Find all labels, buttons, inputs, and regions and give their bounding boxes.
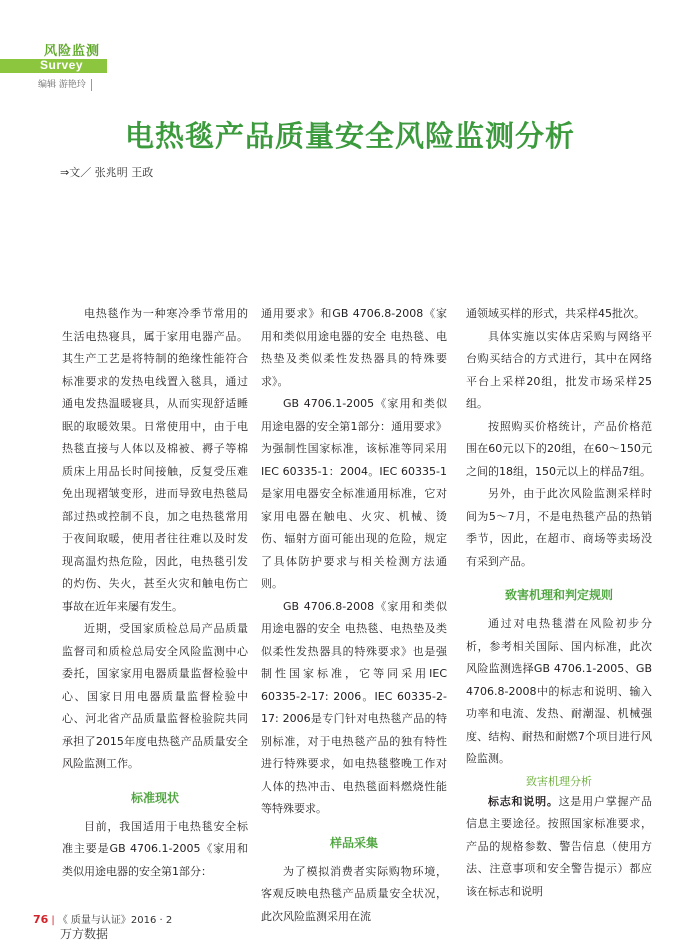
editor-credit: 编辑 游艳玲 <box>38 79 92 91</box>
lead-term: 标志和说明。 <box>488 794 559 808</box>
page-number: 76 <box>33 913 49 926</box>
section-heading: 致害机理和判定规则 <box>504 588 613 602</box>
paragraph: 另外，由于此次风险监测采样时间为5～7月，不是电热毯产品的热销季节，因此，在超市、商场等卖场没有采到产品。 <box>466 487 652 568</box>
section-label-en: Survey <box>40 58 84 72</box>
column-3 <box>466 303 652 903</box>
sub-heading: 致害机理分析 <box>526 774 592 788</box>
paragraph: 为了模拟消费者实际购物环境，客观反映电热毯产品质量安全状况，此次风险监测采用在流 <box>261 864 447 923</box>
section-heading: 标准现状 <box>130 790 179 805</box>
section-label-cn: 风险监测 <box>44 44 101 59</box>
footer-divider: | <box>51 915 55 926</box>
page-footer <box>33 911 172 926</box>
section-heading: 样品采集 <box>329 835 378 850</box>
paragraph: 具体实施以实体店采购与网络平台购买结合的方式进行，其中在网络平台上采样20组，批发市场采样25组。 <box>466 329 652 410</box>
article-authors: ⇒文／ 张兆明 王政 <box>60 166 154 179</box>
paragraph <box>466 791 652 904</box>
paragraph: 目前，我国适用于电热毯安全标准主要是GB 4706.1-2005《家用和类似用途电器的安全第1部分： <box>62 819 248 878</box>
paragraph: 按照购买价格统计，产品价格范围在60元以下的20组，在60～150元之间的18组，150元以上的样品7组。 <box>466 419 652 478</box>
paragraph: 电热毯作为一种寒冷季节常用的生活电热寝具，属于家用电器产品。其生产工艺是将特制的绝缘性能符合标准要求的发热电线置入毯具，通过通电发热温暖寝具，从而实现舒适睡眠的取暖效果。日常使用中，由于电热毯直接与人体以及棉被、褥子等棉质床上用品长时间接触，反复受压难免出现褶皱变形，进而导致电热毯局部过热或控制不良，加之电热毯常用于夜间取暖，使用者往往难以及时发现高温灼热危险，因此，电热毯引发的灼伤、失火，甚至火灾和触电伤亡事故在近年来屡有发生。 <box>62 307 248 613</box>
article-title: 电热毯产品质量安全风险监测分析 <box>124 119 575 153</box>
paragraph: 通用要求》和GB 4706.8-2008《家用和类似用途电器的安全 电热毯、电热垫及类似柔性发热器具的特殊要求》。 <box>261 307 447 388</box>
paragraph-text: 这是用户掌握产品信息主要途径。按照国家标准要求，产品的规格参数、警告信息（使用方法、注意事项和安全警告提示）都应该在标志和说明 <box>466 794 653 898</box>
paragraph: 通领域买样的形式，共采样45批次。 <box>466 307 645 320</box>
paragraph: 通过对电热毯潜在风险初步分析，参考相关国际、国内标准，此次风险监测选择GB 4706.1-2005、GB 4706.8-2008中的标志和说明、输入功率和电流、发热、耐潮湿、机械强度、结构、耐热和耐燃7个项目进行风险监测。 <box>466 617 652 765</box>
column-1 <box>62 303 248 883</box>
journal-name: 《 质量与认证》2016 · 2 <box>57 915 173 926</box>
paragraph: GB 4706.8-2008《家用和类似用途电器的安全 电热毯、电热垫及类似柔性发热器具的特殊要求》也是强制性国家标准，它等同采用IEC 60335-2-17: 2006。IEC 60335-2-17: 2006是专门针对电热毯产品的特别标准，对于电热毯产品的独有特性进行特殊要求，如电热毯整晚工作对人体的热冲击、电热毯面料燃烧性能等特殊要求。 <box>261 599 447 815</box>
column-2 <box>261 303 447 928</box>
source-watermark: 万方数据 <box>60 927 109 941</box>
paragraph: 近期，受国家质检总局产品质量监督司和质检总局安全风险监测中心委托，国家家用电器质量监督检验中心、国家日用电器质量监督检验中心、河北省产品质量监督检验院共同承担了2015年度电热毯产品质量安全风险监测工作。 <box>62 622 248 770</box>
paragraph: GB 4706.1-2005《家用和类似用途电器的安全第1部分：通用要求》为强制性国家标准，该标准等同采用IEC 60335-1：2004。IEC 60335-1是家用电器安全标准通用标准，它对家用电器在触电、火灾、机械、烫伤、辐射方面可能出现的危险，规定了具体防护要求与相关检测方法通则。 <box>261 397 447 590</box>
